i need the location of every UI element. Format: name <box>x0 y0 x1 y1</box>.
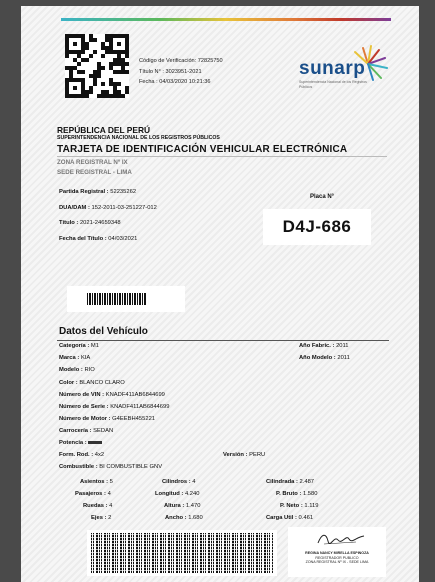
fecha-titulo-label: Fecha del Título : <box>59 236 107 242</box>
anofab-row <box>299 343 349 349</box>
anofab-label: Año Fabric. : <box>299 343 335 349</box>
pasajeros-label: Pasajeros : <box>75 491 106 497</box>
formrod-value: 4x2 <box>94 452 105 458</box>
pbruto-row <box>276 491 317 497</box>
cilindrada-value: 2.487 <box>299 479 315 485</box>
categoria-row <box>59 343 99 349</box>
dua-label: DUA/DAM : <box>59 205 90 211</box>
longitud-row <box>155 491 199 497</box>
ancho-value: 1.680 <box>188 515 203 521</box>
version-row <box>223 452 265 458</box>
barcode-small <box>67 286 185 312</box>
fecha-titulo-value: 04/03/2021 <box>108 236 138 242</box>
partida-value: 52235262 <box>110 189 137 195</box>
formrod-row <box>59 452 104 458</box>
formrod-label: Form. Rod. : <box>59 452 94 458</box>
motor-row <box>59 416 155 422</box>
color-value: BLANCO CLARO <box>79 380 125 386</box>
categoria-value: M1 <box>90 343 99 349</box>
sede-heading: SEDE REGISTRAL - LIMA <box>57 169 132 176</box>
combustible-value: BI COMBUSTIBLE GNV <box>99 464 163 470</box>
country-heading: REPÚBLICA DEL PERÚ <box>57 125 151 135</box>
header-divider <box>57 156 387 157</box>
potencia-redaction <box>88 441 102 444</box>
vin-label: Número de VIN : <box>59 392 105 398</box>
vehicle-section-title: Datos del Vehículo <box>59 326 148 337</box>
version-value: PERU <box>249 452 266 458</box>
ejes-row <box>91 515 111 521</box>
pdf417-barcode <box>87 530 277 576</box>
plate-number: D4J-686 <box>263 209 371 245</box>
top-color-line <box>61 18 391 21</box>
vin-value: KNADF411AB6844699 <box>105 392 165 398</box>
cilindros-value: 4 <box>192 479 196 485</box>
pasajeros-row <box>75 491 111 497</box>
combustible-label: Combustible : <box>59 464 98 470</box>
pneto-label: P. Neto : <box>280 503 303 509</box>
ruedas-row <box>83 503 112 509</box>
partida-label: Partida Registral : <box>59 189 109 195</box>
signature-box <box>288 527 386 577</box>
carroceria-row <box>59 428 113 434</box>
cilindrada-row <box>266 479 314 485</box>
serie-row <box>59 404 169 410</box>
cargautil-value: 0.461 <box>298 515 314 521</box>
version-label: Versión : <box>223 452 248 458</box>
pbruto-value: 1.580 <box>302 491 318 497</box>
verification-title-number: Título N° : 3023951-2021 <box>139 68 202 75</box>
asientos-value: 5 <box>109 479 113 485</box>
potencia-row <box>59 440 102 446</box>
asientos-label: Asientos : <box>80 479 109 485</box>
barcode-small-bars <box>87 293 147 305</box>
anomod-value: 2011 <box>337 355 350 361</box>
pneto-row <box>280 503 318 509</box>
cargautil-label: Carga Util : <box>266 515 297 521</box>
ruedas-label: Ruedas : <box>83 503 108 509</box>
titulo-row <box>59 220 121 226</box>
marca-row <box>59 355 90 361</box>
zone-heading: ZONA REGISTRAL Nº IX <box>57 159 128 166</box>
motor-label: Número de Motor : <box>59 416 111 422</box>
serie-value: KNADF411AB6844699 <box>110 404 170 410</box>
titulo-value: 2021-24659348 <box>79 220 121 226</box>
dua-value: 152-2011-03-251227-012 <box>91 205 157 211</box>
carroceria-value: SEDAN <box>93 428 114 434</box>
modelo-label: Modelo : <box>59 367 83 373</box>
anomod-row <box>299 355 350 361</box>
pbruto-label: P. Bruto : <box>276 491 302 497</box>
agency-heading: SUPERINTENDENCIA NACIONAL DE LOS REGISTROS PÚBLICOS <box>57 135 220 141</box>
categoria-label: Categoría : <box>59 343 90 349</box>
longitud-value: 4.240 <box>184 491 200 497</box>
document-title: TARJETA DE IDENTIFICACIÓN VEHICULAR ELECTRÓNICA <box>57 144 348 155</box>
signer-name: REGINA NANCY MIRELLA ESPINOZA <box>305 551 369 555</box>
cilindros-label: Cilindros : <box>162 479 191 485</box>
potencia-label: Potencia : <box>59 440 87 446</box>
ruedas-value: 4 <box>109 503 113 509</box>
section-divider <box>57 340 389 341</box>
anofab-value: 2011 <box>336 343 349 349</box>
handwritten-signature <box>316 531 366 547</box>
verification-date: Fecha : 04/03/2020 10:21:36 <box>139 79 211 85</box>
ejes-label: Ejes : <box>91 515 107 521</box>
ancho-label: Ancho : <box>165 515 187 521</box>
vehicle-id-card <box>21 6 419 582</box>
partida-row <box>59 189 136 195</box>
pdf417-barcode-bars <box>91 533 273 573</box>
anomod-label: Año Modelo : <box>299 355 336 361</box>
vin-row <box>59 392 165 398</box>
qr-code <box>65 34 129 98</box>
plate-label: Placa N° <box>310 194 335 200</box>
marca-label: Marca : <box>59 355 80 361</box>
modelo-value: RIO <box>84 367 95 373</box>
ancho-row <box>165 515 203 521</box>
cargautil-row <box>266 515 313 521</box>
color-label: Color : <box>59 380 78 386</box>
serie-label: Número de Serie : <box>59 404 109 410</box>
sunarp-logo-subtitle: Superintendencia Nacional de los Registros Públicos <box>299 80 367 89</box>
altura-value: 1.470 <box>185 503 201 509</box>
fecha-titulo-row <box>59 236 137 242</box>
pasajeros-value: 4 <box>107 491 111 497</box>
signature-caption <box>290 551 384 565</box>
asientos-row <box>80 479 113 485</box>
carroceria-label: Carrocería : <box>59 428 92 434</box>
motor-value: G4EEBH455221 <box>112 416 156 422</box>
pneto-value: 1.119 <box>304 503 319 509</box>
marca-value: KIA <box>80 355 91 361</box>
altura-label: Altura : <box>164 503 185 509</box>
ejes-value: 2 <box>108 515 112 521</box>
qr-module <box>125 94 129 98</box>
cilindros-row <box>162 479 196 485</box>
longitud-label: Longitud : <box>155 491 184 497</box>
signer-zone: ZONA REGISTRAL Nº IX - SEDE LIMA <box>305 560 369 565</box>
verification-code: Código de Verificación: 72825750 <box>139 58 223 64</box>
altura-row <box>164 503 200 509</box>
cilindrada-label: Cilindrada : <box>266 479 298 485</box>
color-row <box>59 380 125 386</box>
modelo-row <box>59 367 95 373</box>
sunarp-logo-text: sunarp <box>299 58 366 79</box>
titulo-label: Título : <box>59 220 79 226</box>
signer-role: REGISTRADOR PUBLICO <box>315 555 359 560</box>
verification-block <box>139 56 223 88</box>
dua-row <box>59 205 157 211</box>
combustible-row <box>59 464 162 470</box>
